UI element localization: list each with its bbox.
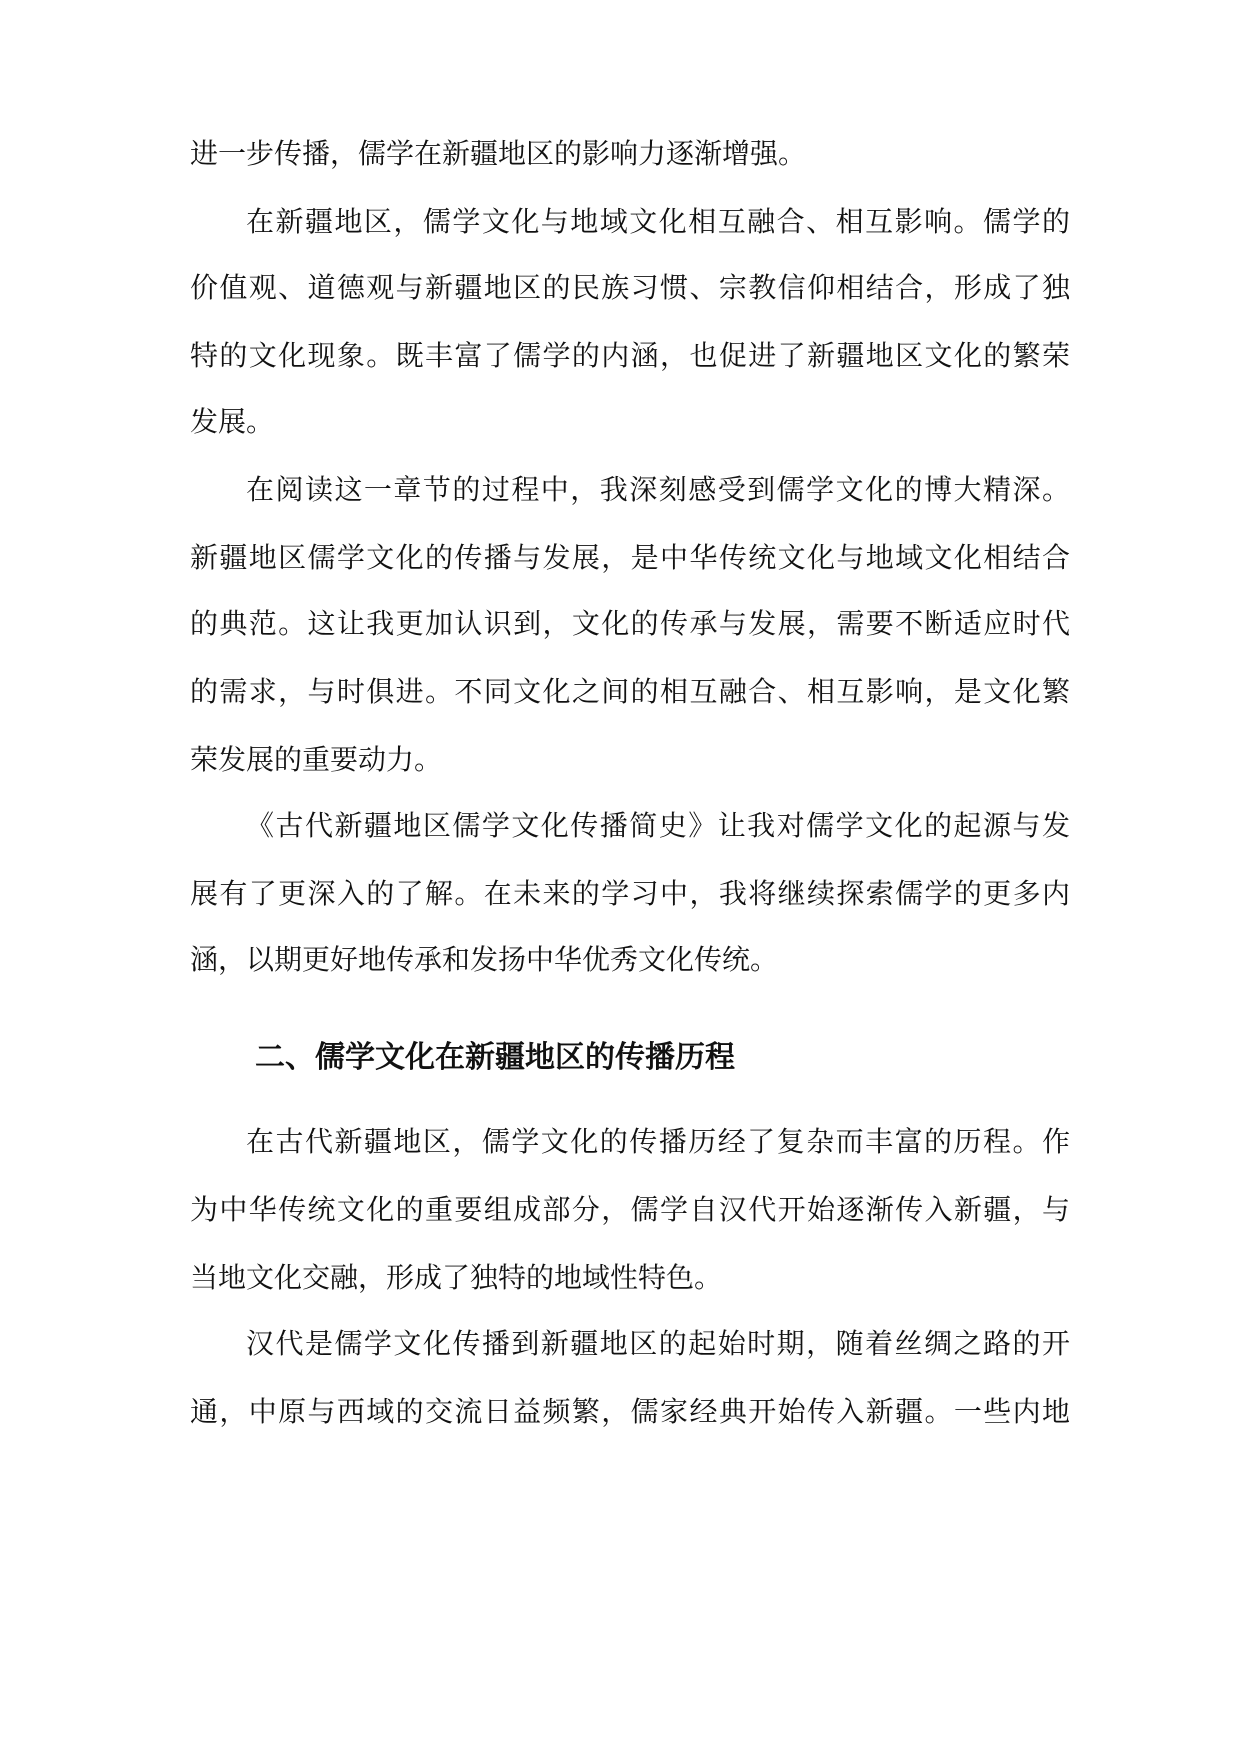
paragraph-line: 在阅读这一章节的过程中，我深刻感受到儒学文化的博大精深。	[246, 473, 1070, 506]
paragraph-line: 的典范。这让我更加认识到，文化的传承与发展，需要不断适应时代	[190, 607, 1070, 640]
paragraph-line: 进一步传播，儒学在新疆地区的影响力逐渐增强。	[190, 137, 807, 170]
section-heading: 二、儒学文化在新疆地区的传播历程	[255, 1040, 735, 1075]
paragraph-line: 展有了更深入的了解。在未来的学习中，我将继续探索儒学的更多内	[190, 877, 1070, 910]
paragraph-line: 在新疆地区，儒学文化与地域文化相互融合、相互影响。儒学的	[246, 205, 1070, 238]
paragraph-line: 涵，以期更好地传承和发扬中华优秀文化传统。	[190, 943, 779, 976]
paragraph-line: 汉代是儒学文化传播到新疆地区的起始时期，随着丝绸之路的开	[246, 1327, 1070, 1360]
paragraph-line: 《古代新疆地区儒学文化传播简史》让我对儒学文化的起源与发	[246, 809, 1070, 842]
paragraph-line: 当地文化交融，形成了独特的地域性特色。	[190, 1261, 723, 1294]
paragraph-line: 通，中原与西域的交流日益频繁，儒家经典开始传入新疆。一些内地	[190, 1395, 1070, 1428]
paragraph-line: 价值观、道德观与新疆地区的民族习惯、宗教信仰相结合，形成了独	[190, 271, 1070, 304]
paragraph-line: 荣发展的重要动力。	[190, 743, 443, 776]
paragraph-line: 为中华传统文化的重要组成部分，儒学自汉代开始逐渐传入新疆，与	[190, 1193, 1070, 1226]
paragraph-line: 在古代新疆地区，儒学文化的传播历经了复杂而丰富的历程。作	[246, 1125, 1070, 1158]
paragraph-line: 新疆地区儒学文化的传播与发展，是中华传统文化与地域文化相结合	[190, 541, 1070, 574]
paragraph-line: 发展。	[190, 405, 275, 438]
paragraph-line: 特的文化现象。既丰富了儒学的内涵，也促进了新疆地区文化的繁荣	[190, 339, 1070, 372]
paragraph-line: 的需求，与时俱进。不同文化之间的相互融合、相互影响，是文化繁	[190, 675, 1070, 708]
